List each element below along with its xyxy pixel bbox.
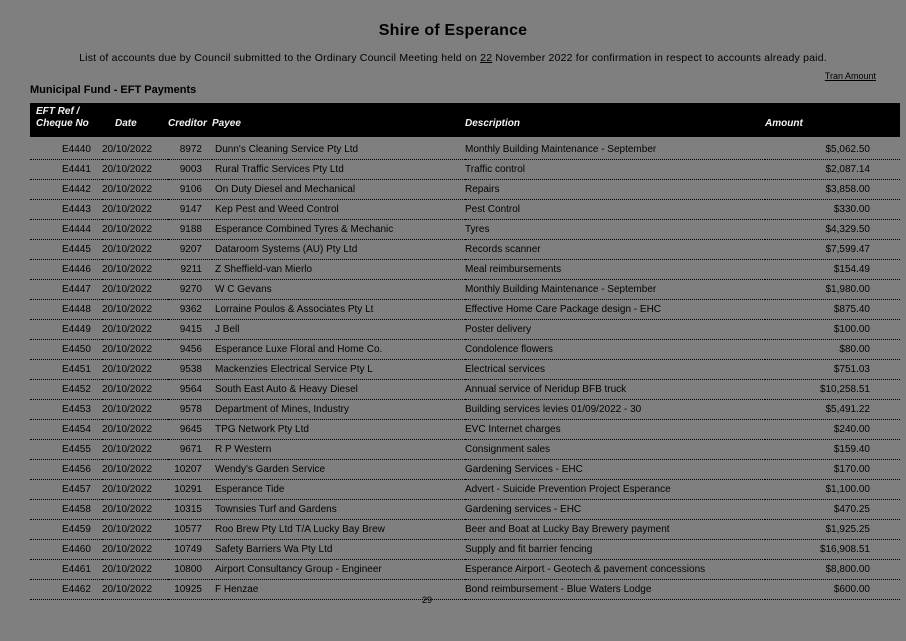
table-row	[30, 200, 900, 220]
cell-date: 20/10/2022	[102, 560, 168, 580]
cell-creditor: 9671	[168, 440, 212, 460]
cell-ref: E4445	[30, 240, 102, 260]
cell-creditor: 9456	[168, 340, 212, 360]
section-title: Municipal Fund - EFT Payments	[30, 84, 197, 96]
cell-amount: $875.40	[765, 300, 900, 320]
cell-ref: E4452	[30, 380, 102, 400]
cell-creditor: 9270	[168, 280, 212, 300]
table-row	[30, 160, 900, 180]
cell-payee: On Duty Diesel and Mechanical	[212, 180, 465, 200]
cell-amount: $8,800.00	[765, 560, 900, 580]
cell-description: Consignment sales	[465, 440, 765, 460]
cell-date: 20/10/2022	[102, 360, 168, 380]
table-row	[30, 560, 900, 580]
cell-payee: Rural Traffic Services Pty Ltd	[212, 160, 465, 180]
cell-payee: Roo Brew Pty Ltd T/A Lucky Bay Brew	[212, 520, 465, 540]
cell-date: 20/10/2022	[102, 420, 168, 440]
cell-amount: $240.00	[765, 420, 900, 440]
cell-amount: $4,329.50	[765, 220, 900, 240]
cell-description: Meal reimbursements	[465, 260, 765, 280]
cell-amount: $154.49	[765, 260, 900, 280]
cell-payee: Wendy's Garden Service	[212, 460, 465, 480]
header-ref-line1: EFT Ref /	[36, 106, 80, 117]
cell-date: 20/10/2022	[102, 200, 168, 220]
cell-amount: $470.25	[765, 500, 900, 520]
cell-creditor: 9578	[168, 400, 212, 420]
cell-description: Pest Control	[465, 200, 765, 220]
cell-payee: Mackenzies Electrical Service Pty L	[212, 360, 465, 380]
cell-creditor: 10577	[168, 520, 212, 540]
cell-date: 20/10/2022	[102, 580, 168, 600]
cell-payee: R P Western	[212, 440, 465, 460]
cell-ref: E4456	[30, 460, 102, 480]
cell-creditor: 10749	[168, 540, 212, 560]
cell-date: 20/10/2022	[102, 300, 168, 320]
cell-creditor: 10925	[168, 580, 212, 600]
cell-payee: Townsies Turf and Gardens	[212, 500, 465, 520]
cell-date: 20/10/2022	[102, 280, 168, 300]
cell-amount: $170.00	[765, 460, 900, 480]
cell-ref: E4450	[30, 340, 102, 360]
cell-date: 20/10/2022	[102, 160, 168, 180]
cell-description: Records scanner	[465, 240, 765, 260]
cell-date: 20/10/2022	[102, 500, 168, 520]
header-ref-line2: Cheque No	[36, 118, 89, 129]
cell-payee: Esperance Combined Tyres & Mechanic	[212, 220, 465, 240]
cell-ref: E4447	[30, 280, 102, 300]
cell-amount: $330.00	[765, 200, 900, 220]
cell-payee: Z Sheffield-van Mierlo	[212, 260, 465, 280]
cell-creditor: 9415	[168, 320, 212, 340]
cell-description: Building services levies 01/09/2022 - 30	[465, 400, 765, 420]
table-row	[30, 340, 900, 360]
cell-description: Monthly Building Maintenance - September	[465, 140, 765, 160]
cell-description: Traffic control	[465, 160, 765, 180]
cell-ref: E4441	[30, 160, 102, 180]
cell-description: Annual service of Neridup BFB truck	[465, 380, 765, 400]
cell-amount: $3,858.00	[765, 180, 900, 200]
column-header-creditor: Creditor	[168, 103, 212, 136]
cell-creditor: 10315	[168, 500, 212, 520]
cell-date: 20/10/2022	[102, 260, 168, 280]
cell-ref: E4440	[30, 140, 102, 160]
cell-payee: Department of Mines, Industry	[212, 400, 465, 420]
cell-amount: $80.00	[765, 340, 900, 360]
table-row	[30, 360, 900, 380]
cell-amount: $1,100.00	[765, 480, 900, 500]
payments-table	[30, 103, 900, 600]
cell-creditor: 9207	[168, 240, 212, 260]
cell-payee: Airport Consultancy Group - Engineer	[212, 560, 465, 580]
page-number: 29	[421, 595, 432, 605]
cell-amount: $7,599.47	[765, 240, 900, 260]
cell-ref: E4455	[30, 440, 102, 460]
column-header-payee: Payee	[212, 103, 465, 136]
table-row	[30, 540, 900, 560]
cell-payee: F Henzae	[212, 580, 465, 600]
subtitle-meeting-date: 22	[480, 52, 493, 64]
cell-date: 20/10/2022	[102, 320, 168, 340]
cell-description: Repairs	[465, 180, 765, 200]
cell-amount: $5,491.22	[765, 400, 900, 420]
cell-amount: $10,258.51	[765, 380, 900, 400]
table-row	[30, 520, 900, 540]
cell-creditor: 9538	[168, 360, 212, 380]
cell-date: 20/10/2022	[102, 440, 168, 460]
cell-ref: E4442	[30, 180, 102, 200]
cell-description: Electrical services	[465, 360, 765, 380]
cell-payee: W C Gevans	[212, 280, 465, 300]
cell-creditor: 10291	[168, 480, 212, 500]
cell-ref: E4458	[30, 500, 102, 520]
cell-date: 20/10/2022	[102, 240, 168, 260]
table-row	[30, 260, 900, 280]
cell-payee: Lorraine Poulos & Associates Pty Lt	[212, 300, 465, 320]
cell-creditor: 8972	[168, 140, 212, 160]
cell-payee: Safety Barriers Wa Pty Ltd	[212, 540, 465, 560]
cell-date: 20/10/2022	[102, 380, 168, 400]
table-row	[30, 320, 900, 340]
cell-ref: E4453	[30, 400, 102, 420]
cell-creditor: 9645	[168, 420, 212, 440]
table-row	[30, 480, 900, 500]
table-row	[30, 220, 900, 240]
table-row	[30, 280, 900, 300]
table-row	[30, 500, 900, 520]
column-header-date: Date	[102, 103, 168, 136]
cell-description: Tyres	[465, 220, 765, 240]
cell-description: Gardening services - EHC	[465, 500, 765, 520]
cell-date: 20/10/2022	[102, 540, 168, 560]
cell-ref: E4446	[30, 260, 102, 280]
cell-description: Monthly Building Maintenance - September	[465, 280, 765, 300]
cell-ref: E4461	[30, 560, 102, 580]
cell-ref: E4449	[30, 320, 102, 340]
cell-creditor: 10207	[168, 460, 212, 480]
cell-ref: E4444	[30, 220, 102, 240]
page-subtitle	[0, 52, 906, 64]
table-row	[30, 140, 900, 160]
table-row	[30, 380, 900, 400]
tran-amount-label: Tran Amount	[824, 71, 876, 81]
cell-description: Poster delivery	[465, 320, 765, 340]
cell-ref: E4462	[30, 580, 102, 600]
cell-amount: $159.40	[765, 440, 900, 460]
subtitle-post: November 2022 for confirmation in respect to accounts already paid.	[492, 52, 827, 64]
cell-ref: E4448	[30, 300, 102, 320]
cell-description: Esperance Airport - Geotech & pavement concessions	[465, 560, 765, 580]
table-row	[30, 240, 900, 260]
cell-creditor: 9362	[168, 300, 212, 320]
table-row	[30, 460, 900, 480]
cell-description: Beer and Boat at Lucky Bay Brewery payment	[465, 520, 765, 540]
table-row	[30, 440, 900, 460]
cell-payee: Esperance Luxe Floral and Home Co.	[212, 340, 465, 360]
cell-payee: Kep Pest and Weed Control	[212, 200, 465, 220]
cell-ref: E4443	[30, 200, 102, 220]
cell-amount: $2,087.14	[765, 160, 900, 180]
cell-amount: $751.03	[765, 360, 900, 380]
cell-amount: $16,908.51	[765, 540, 900, 560]
cell-description: Gardening Services - EHC	[465, 460, 765, 480]
table-row	[30, 300, 900, 320]
cell-payee: Dunn's Cleaning Service Pty Ltd	[212, 140, 465, 160]
cell-ref: E4454	[30, 420, 102, 440]
cell-payee: J Bell	[212, 320, 465, 340]
cell-payee: TPG Network Pty Ltd	[212, 420, 465, 440]
cell-date: 20/10/2022	[102, 140, 168, 160]
cell-creditor: 9147	[168, 200, 212, 220]
cell-creditor: 9106	[168, 180, 212, 200]
cell-amount: $600.00	[765, 580, 900, 600]
cell-description: EVC Internet charges	[465, 420, 765, 440]
cell-payee: Esperance Tide	[212, 480, 465, 500]
column-header-description: Description	[465, 103, 765, 136]
cell-description: Supply and fit barrier fencing	[465, 540, 765, 560]
subtitle-pre: List of accounts due by Council submitted to the Ordinary Council Meeting held on	[79, 52, 481, 64]
column-header-amount: Amount	[765, 103, 900, 136]
cell-ref: E4460	[30, 540, 102, 560]
cell-date: 20/10/2022	[102, 220, 168, 240]
cell-amount: $5,062.50	[765, 140, 900, 160]
cell-creditor: 10800	[168, 560, 212, 580]
cell-creditor: 9211	[168, 260, 212, 280]
table-row	[30, 420, 900, 440]
cell-date: 20/10/2022	[102, 340, 168, 360]
cell-amount: $1,980.00	[765, 280, 900, 300]
cell-amount: $1,925.25	[765, 520, 900, 540]
cell-creditor: 9003	[168, 160, 212, 180]
cell-ref: E4457	[30, 480, 102, 500]
table-row	[30, 400, 900, 420]
cell-date: 20/10/2022	[102, 480, 168, 500]
cell-description: Bond reimbursement - Blue Waters Lodge	[465, 580, 765, 600]
cell-ref: E4451	[30, 360, 102, 380]
cell-amount: $100.00	[765, 320, 900, 340]
page-title: Shire of Esperance	[378, 22, 528, 39]
cell-creditor: 9564	[168, 380, 212, 400]
cell-creditor: 9188	[168, 220, 212, 240]
cell-payee: Dataroom Systems (AU) Pty Ltd	[212, 240, 465, 260]
cell-date: 20/10/2022	[102, 520, 168, 540]
cell-date: 20/10/2022	[102, 180, 168, 200]
table-header	[30, 103, 900, 136]
cell-ref: E4459	[30, 520, 102, 540]
payments-table-body	[30, 136, 900, 600]
cell-date: 20/10/2022	[102, 400, 168, 420]
column-header-eft-ref	[30, 103, 102, 136]
cell-description: Effective Home Care Package design - EHC	[465, 300, 765, 320]
cell-description: Advert - Suicide Prevention Project Esperance	[465, 480, 765, 500]
cell-date: 20/10/2022	[102, 460, 168, 480]
cell-description: Condolence flowers	[465, 340, 765, 360]
cell-payee: South East Auto & Heavy Diesel	[212, 380, 465, 400]
table-row	[30, 180, 900, 200]
